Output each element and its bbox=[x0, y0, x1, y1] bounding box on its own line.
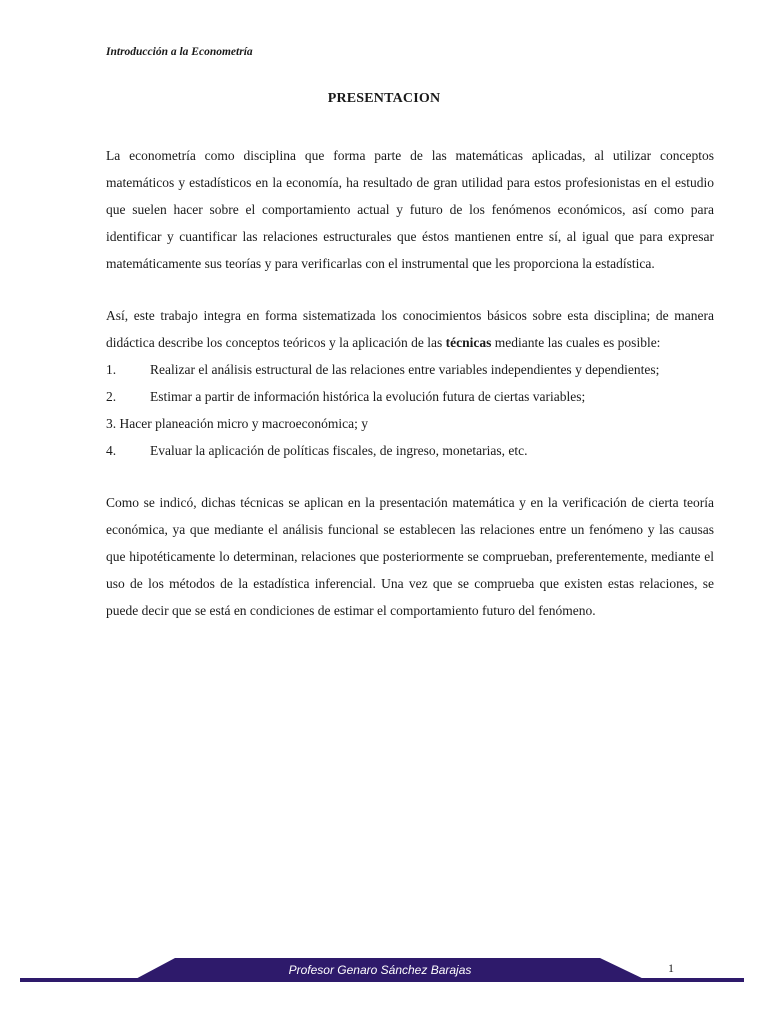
paragraph-closing: Como se indicó, dichas técnicas se aplican en la presentación matemática y en la verificación de cierta teoría económica, ya que mediante el análisis funcional se establecen las relaciones entre un fenómeno y las causas que hipotéticamente lo determinan, relaciones que posteriormente se comprueban, preferentemente, mediante el uso de los métodos de la estadística inferencial. Una vez que se comprueba que existen estas relaciones, se puede decir que se está en condiciones de estimar el comportamiento futuro del fenómeno. bbox=[106, 495, 714, 618]
paragraph-scope-text: Así, este trabajo integra en forma sistematizada los conocimientos básicos sobre esta disciplina; de manera didáctica describe los conceptos teóricos y la aplicación de las bbox=[106, 308, 714, 350]
list-item-number: 2. bbox=[106, 389, 117, 404]
emphasis-tecnicas: técnicas bbox=[445, 335, 492, 350]
paragraph-intro: La econometría como disciplina que forma parte de las matemáticas aplicadas, al utilizar conceptos matemáticos y estadísticos en la economía, ha resultado de gran utilidad para estos profesionistas en el estudio que suelen hacer sobre el comportamiento actual y futuro de los fenómenos económicos, así como para identificar y cuantificar las relaciones estructurales que éstos mantienen entre sí, al igual que para expresar matemáticamente sus teorías y para verificarlas con el instrumental que les proporciona la estadística. bbox=[106, 148, 714, 271]
page-number: 1 bbox=[668, 961, 674, 975]
list-item bbox=[106, 383, 714, 410]
page-title: PRESENTACION bbox=[327, 91, 441, 106]
running-header: Introducción a la Econometría bbox=[106, 46, 253, 58]
list-item-text: Evaluar la aplicación de políticas fiscales, de ingreso, monetarias, etc. bbox=[150, 443, 528, 458]
list-item-number: 3. bbox=[106, 416, 117, 431]
paragraph-scope bbox=[106, 302, 714, 356]
list-item bbox=[106, 410, 714, 437]
list-item-text: Estimar a partir de información histórica la evolución futura de ciertas variables; bbox=[150, 389, 586, 404]
body-text bbox=[106, 142, 714, 624]
paragraph-scope-text-end: mediante las cuales es posible: bbox=[491, 335, 661, 350]
list-item-number: 1. bbox=[106, 362, 117, 377]
list-item-text: Hacer planeación micro y macroeconómica; y bbox=[119, 416, 369, 431]
list-item bbox=[106, 356, 714, 383]
list-item-text: Realizar el análisis estructural de las relaciones entre variables independientes y dependientes; bbox=[150, 362, 660, 377]
footer-author: Profesor Genaro Sánchez Barajas bbox=[288, 963, 472, 977]
list-item bbox=[106, 437, 714, 464]
list-item-number: 4. bbox=[106, 443, 117, 458]
